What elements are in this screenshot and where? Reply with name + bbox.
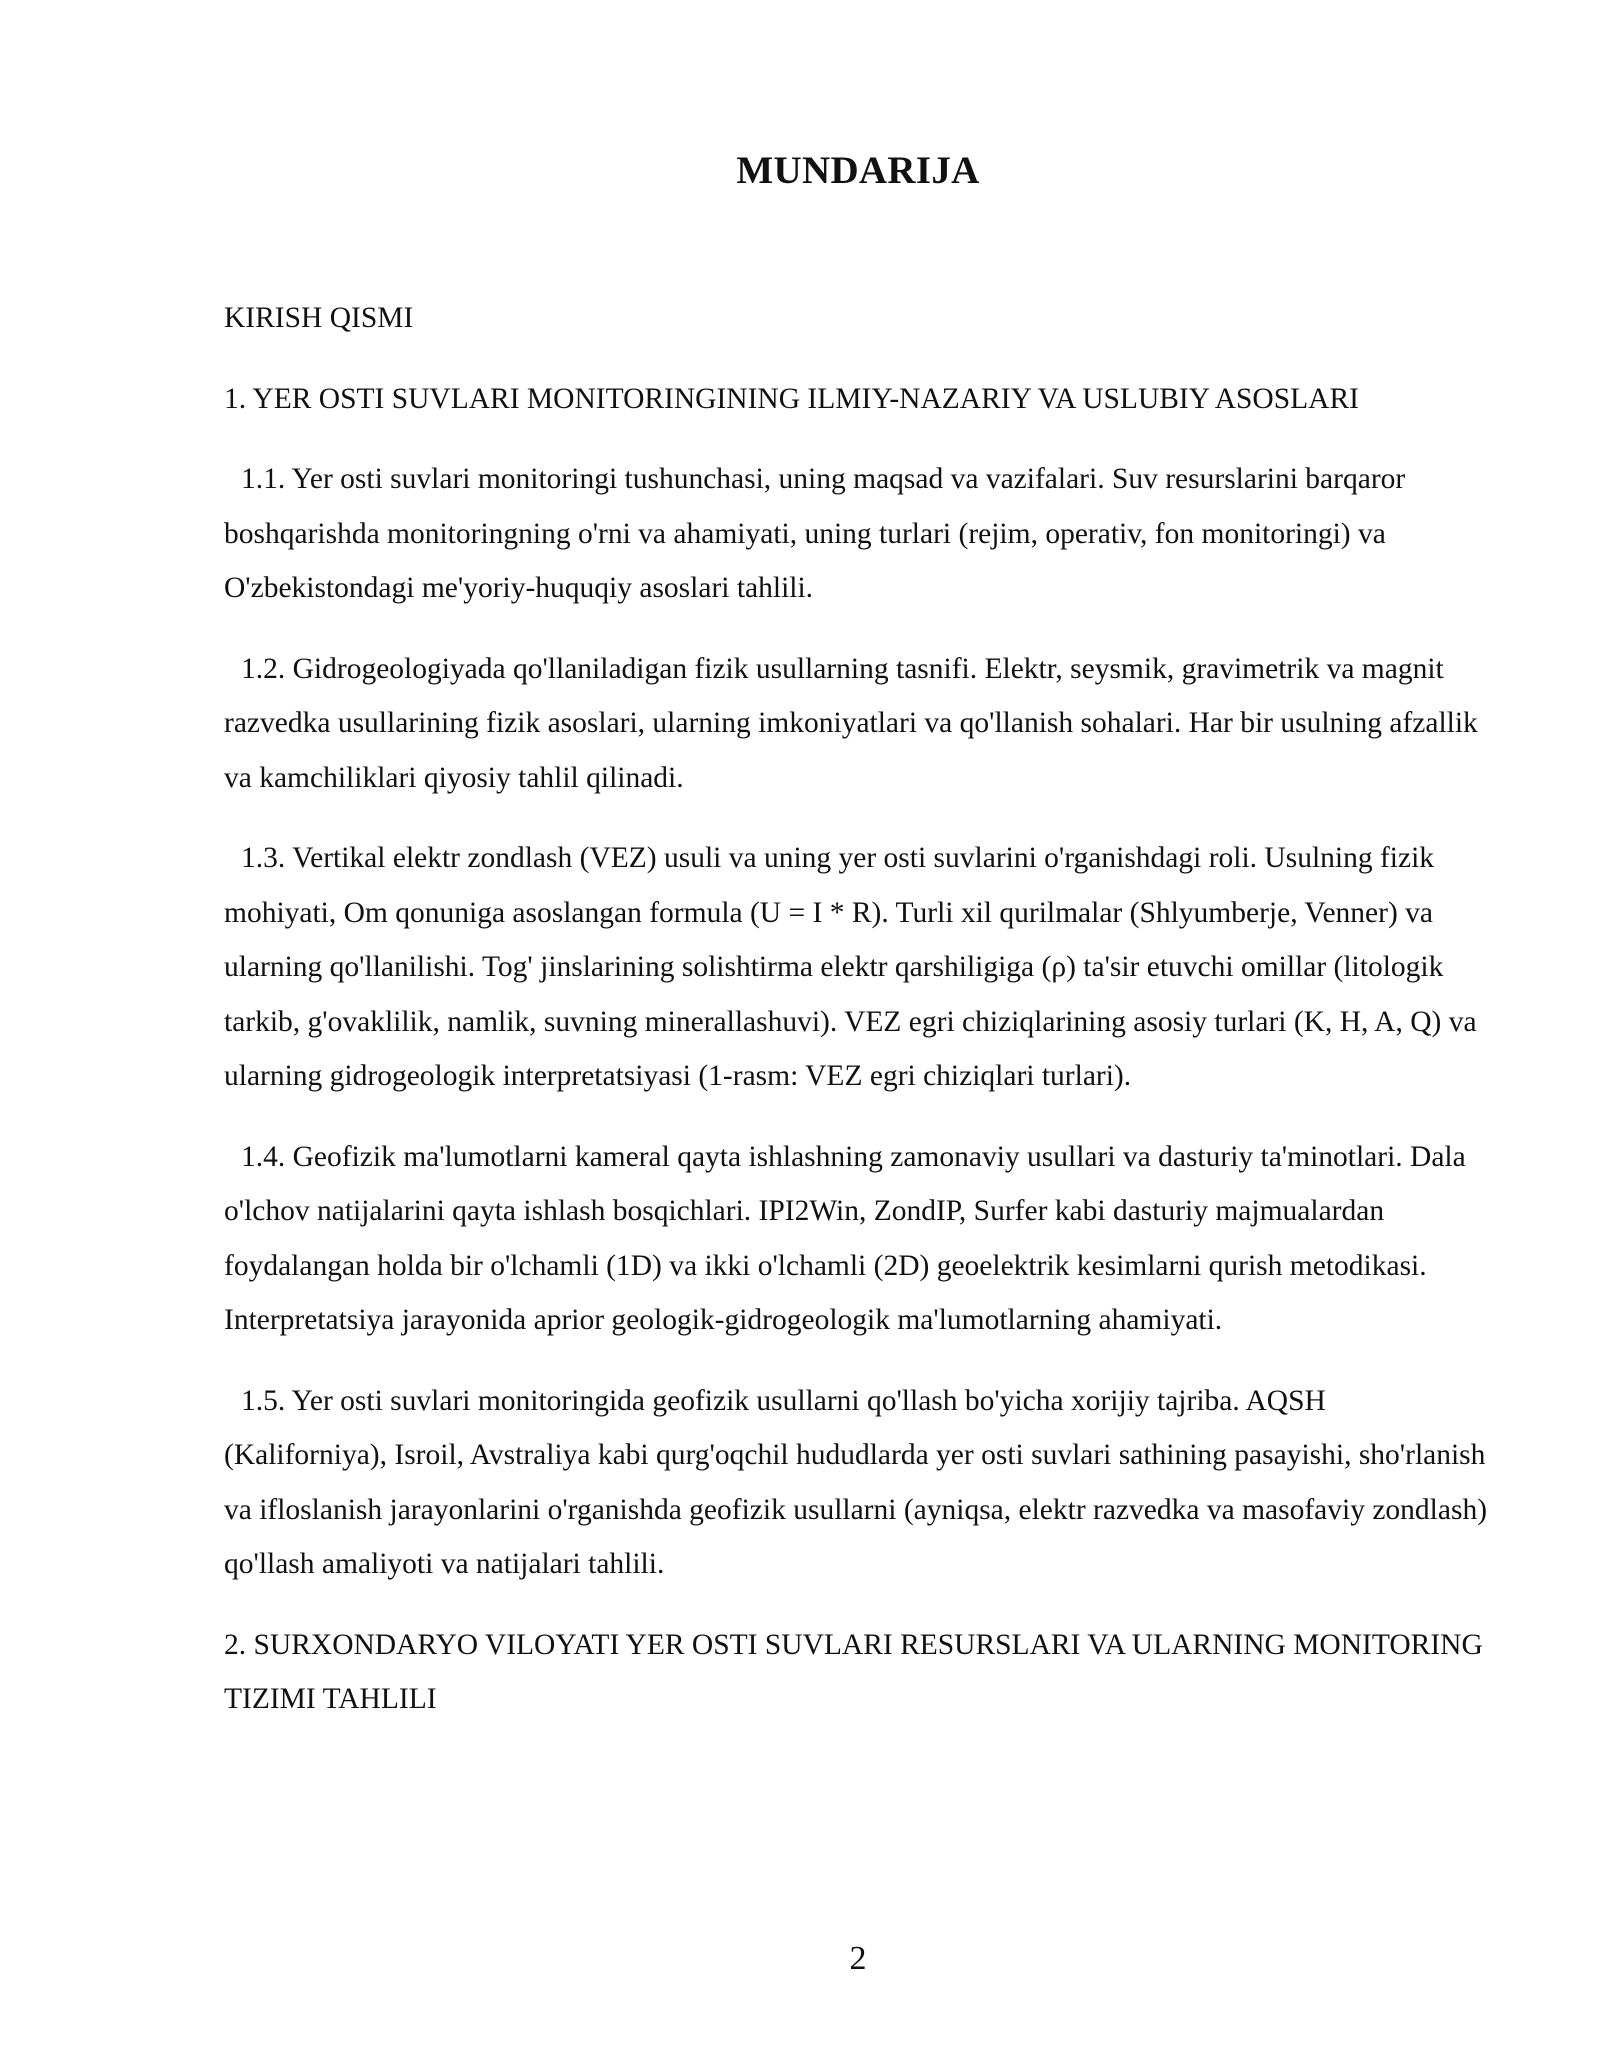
toc-entry-section-1-3: 1.3. Vertikal elektr zondlash (VEZ) usuli va uning yer osti suvlarini o'rganishdagi roli. Usulning fizik mohiyati, Om qonuniga asoslangan formula (U = I * R). Turli xil qurilmalar (Shlyumberje, Venner) va ularning qo'llanilishi. Tog' jinslarining solishtirma elektr qarshiligiga (ρ) ta'sir etuvchi omillar (litologik tarkib, g'ovaklilik, namlik, suvning minerallashuvi). VEZ egri chiziqlarining asosiy turlari (K, H, A, Q) va ularning gidrogeologik interpretatsiyasi (1-rasm: VEZ egri chiziqlari turlari). xyxy=(224,842,1477,1092)
toc-entry-chapter-1: 1. YER OSTI SUVLARI MONITORINGINING ILMIY-NAZARIY VA USLUBIY ASOSLARI xyxy=(224,382,1359,415)
toc-entry-section-1-4: 1.4. Geofizik ma'lumotlarni kameral qayta ishlashning zamonaviy usullari va dasturiy ta'minotlari. Dala o'lchov natijalarini qayta ishlash bosqichlari. IPI2Win, ZondIP, Surfer kabi dasturiy majmualardan foydalangan holda bir o'lchamli (1D) va ikki o'lchamli (2D) geoelektrik kesimlarni qurish metodikasi. Interpretatsiya jarayonida aprior geologik-gidrogeologik ma'lumotlarning ahamiyati. xyxy=(224,1140,1466,1336)
page-number: 2 xyxy=(849,1940,867,1977)
table-of-contents xyxy=(224,291,1494,1753)
toc-entry-section-1-5: 1.5. Yer osti suvlari monitoringida geofizik usullarni qo'llash bo'yicha xorijiy tajriba. AQSH (Kaliforniya), Isroil, Avstraliya kabi qurg'oqchil hududlarda yer osti suvlari sathining pasayishi, sho'rlanish va ifloslanish jarayonlarini o'rganishda geofizik usullarni (ayniqsa, elektr razvedka va masofaviy zondlash) qo'llash amaliyoti va natijalari tahlili. xyxy=(224,1384,1488,1580)
toc-entry-section-1-2: 1.2. Gidrogeologiyada qo'llaniladigan fizik usullarning tasnifi. Elektr, seysmik, gravimetrik va magnit razvedka usullarining fizik asoslari, ularning imkoniyatlari va qo'llanish sohalari. Har bir usulning afzallik va kamchiliklari qiyosiy tahlil qilinadi. xyxy=(224,652,1478,794)
toc-entry-chapter-2: 2. SURXONDARYO VILOYATI YER OSTI SUVLARI RESURSLARI VA ULARNING MONITORING TIZIMI TAHLILI xyxy=(224,1628,1483,1715)
toc-entry-section-1-1: 1.1. Yer osti suvlari monitoringi tushunchasi, uning maqsad va vazifalari. Suv resurslarini barqaror boshqarishda monitoringning o'rni va ahamiyati, uning turlari (rejim, operativ, fon monitoringi) va O'zbekistondagi me'yoriy-huquqiy asoslari tahlili. xyxy=(224,463,1406,604)
page-title: MUNDARIJA xyxy=(736,149,980,192)
toc-entry-introduction: KIRISH QISMI xyxy=(224,302,414,334)
